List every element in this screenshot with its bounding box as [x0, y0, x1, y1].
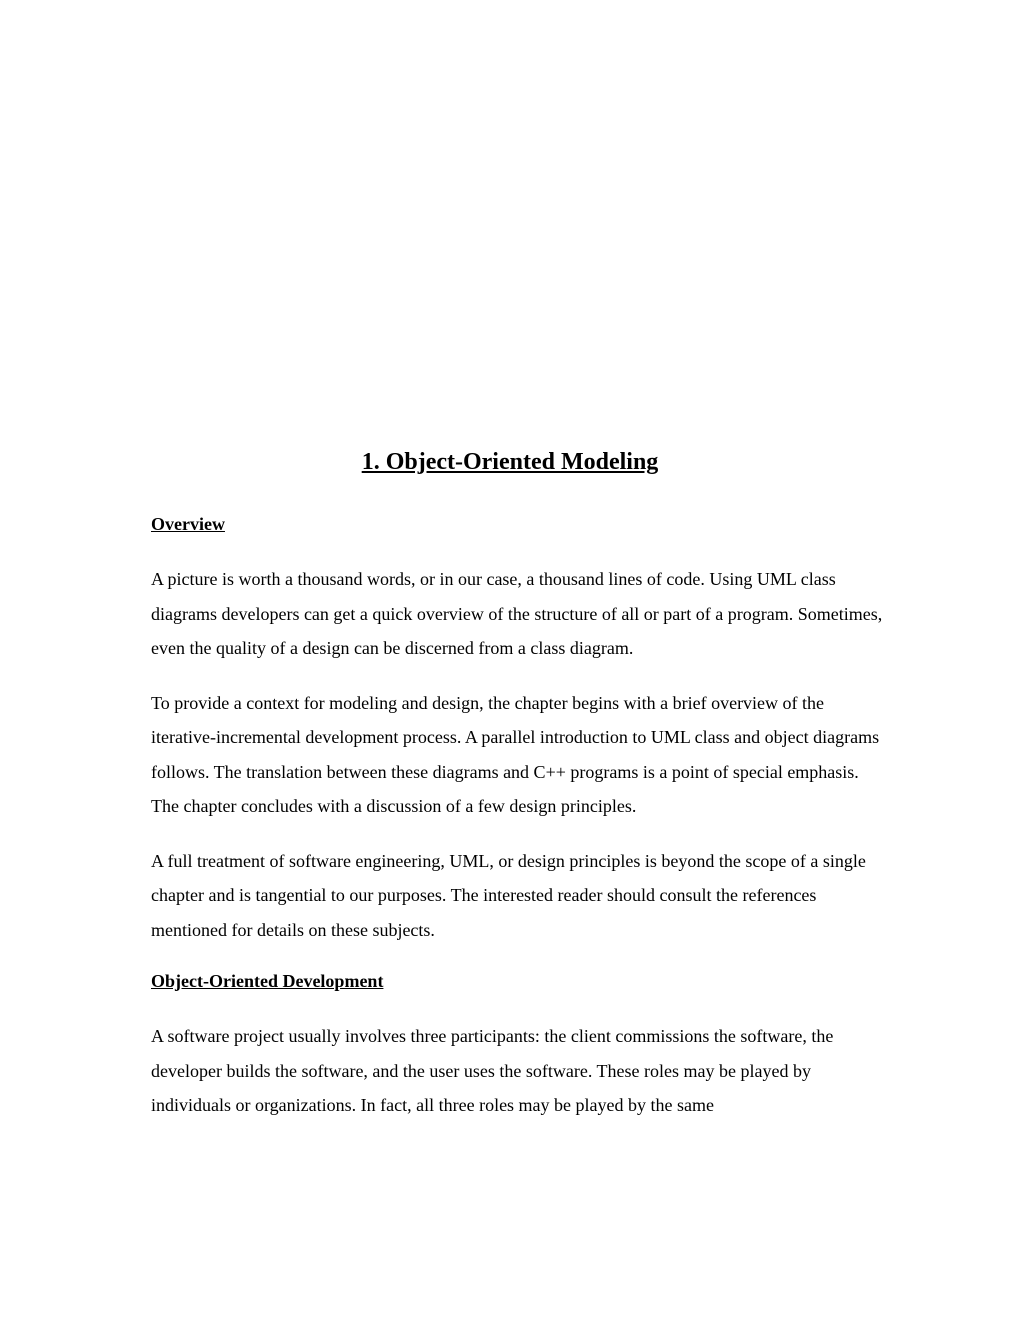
- paragraph: To provide a context for modeling and design, the chapter begins with a brief overview of the iterative-incremental development process. A parallel introduction to UML class and object diagrams follows. The translation between these diagrams and C++ programs is a point of special emphasis. The chapter concludes with a discussion of a few design principles.: [151, 692, 880, 816]
- paragraph: A software project usually involves three participants: the client commissions the software, the developer builds the software, and the user uses the software. These roles may be played by individuals or organizations. In fact, all three roles may be played by the same: [151, 1026, 834, 1115]
- paragraph: A full treatment of software engineering, UML, or design principles is beyond the scope of a single chapter and is tangential to our purposes. The interested reader should consult the references mentioned for details on these subjects.: [151, 850, 866, 940]
- section-heading-object-oriented-development: Object-Oriented Development: [151, 971, 384, 991]
- chapter-title: 1. Object-Oriented Modeling: [361, 449, 659, 475]
- section-heading-overview: Overview: [151, 514, 225, 534]
- document-body: [151, 510, 886, 1123]
- paragraph: A picture is worth a thousand words, or in our case, a thousand lines of code. Using UML class diagrams developers can get a quick overview of the structure of all or part of a program. Sometimes, even the quality of a design can be discerned from a class diagram.: [151, 569, 883, 658]
